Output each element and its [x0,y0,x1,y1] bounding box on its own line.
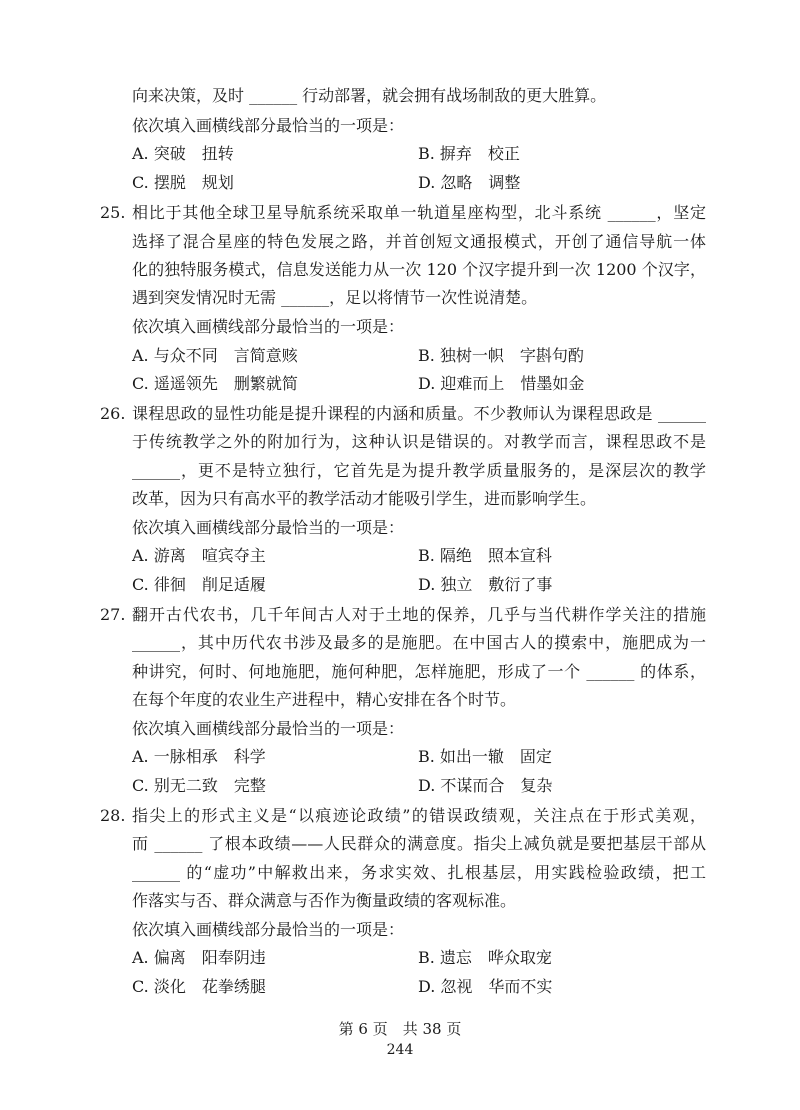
question-27-option-b: B. 如出一辙 固定 [418,747,552,766]
question-28-line-2: 而 ______ 了根本政绩——人民群众的满意度。指尖上减负就是要把基层干部从 [132,834,706,853]
question-26-line-4: 改革，因为只有高水平的教学活动才能吸引学生，进而影响学生。 [132,489,597,508]
question-27-line-2: ______，其中历代农书涉及最多的是施肥。在中国古人的摸索中，施肥成为一 [132,633,706,652]
intro-line-1: 向来决策，及时 ______ 行动部署，就会拥有战场制敌的更大胜算。 [132,86,607,105]
question-27-option-c: C. 别无二致 完整 [132,776,266,795]
question-27-line-4: 在每个年度的农业生产进程中，精心安排在各个时节。 [132,690,517,709]
page-counter: 第 6 页 共 38 页 [338,1020,462,1038]
question-26-line-3: ______，更不是特立独行，它首先是为提升教学质量服务的，是深层次的教学 [132,461,706,480]
question-28-option-b: B. 遗忘 哗众取宠 [418,948,552,967]
question-25-line-4: 遇到突发情况时无需 ______，足以将情节一次性说清楚。 [132,288,538,307]
intro-option-d: D. 忽略 调整 [418,173,521,192]
question-28-option-d: D. 忽视 华而不实 [418,977,553,996]
page-number: 244 [386,1042,414,1058]
question-28-option-c: C. 淡化 花拳绣腿 [132,977,266,996]
question-26-option-d: D. 独立 敷衍了事 [418,575,553,594]
question-25-option-c: C. 遥遥领先 删繁就简 [132,374,298,393]
question-27-number: 27. [100,605,126,624]
question-27-option-d: D. 不谋而合 复杂 [418,776,553,795]
question-28-option-a: A. 偏离 阳奉阴违 [132,948,266,967]
question-26-prompt: 依次填入画横线部分最恰当的一项是： [132,518,405,537]
intro-option-a: A. 突破 扭转 [132,144,234,163]
question-26-option-c: C. 徘徊 削足适履 [132,575,266,594]
question-25-option-d: D. 迎难而上 惜墨如金 [418,374,585,393]
question-26-line-1: 课程思政的显性功能是提升课程的内涵和质量。不少教师认为课程思政是 ______ [132,404,706,423]
question-25-prompt: 依次填入画横线部分最恰当的一项是： [132,317,405,336]
question-25-line-3: 化的独特服务模式，信息发送能力从一次 120 个汉字提升到一次 1200 个汉字， [132,260,706,279]
question-27-option-a: A. 一脉相承 科学 [132,747,266,766]
question-26-option-b: B. 隔绝 照本宣科 [418,546,552,565]
question-28-line-1: 指尖上的形式主义是“以痕迹论政绩”的错误政绩观，关注点在于形式美观， [132,806,706,825]
question-26-option-a: A. 游离 喧宾夺主 [132,546,266,565]
question-28-line-4: 作落实与否、群众满意与否作为衡量政绩的客观标准。 [132,891,517,910]
question-25-line-1: 相比于其他全球卫星导航系统采取单一轨道星座构型，北斗系统 ______，坚定 [132,203,706,222]
question-25-option-a: A. 与众不同 言简意赅 [132,346,298,365]
question-26-line-2: 于传统教学之外的附加行为，这种认识是错误的。对教学而言，课程思政不是 [132,432,706,451]
intro-prompt: 依次填入画横线部分最恰当的一项是： [132,116,405,135]
question-27-line-1: 翻开古代农书，几千年间古人对于土地的保养，几乎与当代耕作学关注的措施 [132,605,706,624]
question-25-line-2: 选择了混合星座的特色发展之路，并首创短文通报模式，开创了通信导航一体 [132,232,706,251]
question-28-line-3: ______ 的“虚功”中解救出来，务求实效、扎根基层，用实践检验政绩，把工 [132,863,706,882]
question-25-number: 25. [100,203,126,222]
intro-option-c: C. 摆脱 规划 [132,173,234,192]
intro-option-b: B. 摒弃 校正 [418,144,520,163]
question-27-line-3: 种讲究，何时、何地施肥，施何种肥，怎样施肥，形成了一个 ______ 的体系， [132,662,706,681]
question-25-option-b: B. 独树一帜 字斟句酌 [418,346,584,365]
question-28-prompt: 依次填入画横线部分最恰当的一项是： [132,920,405,939]
question-26-number: 26. [100,404,126,423]
question-27-prompt: 依次填入画横线部分最恰当的一项是： [132,719,405,738]
question-28-number: 28. [100,806,126,825]
